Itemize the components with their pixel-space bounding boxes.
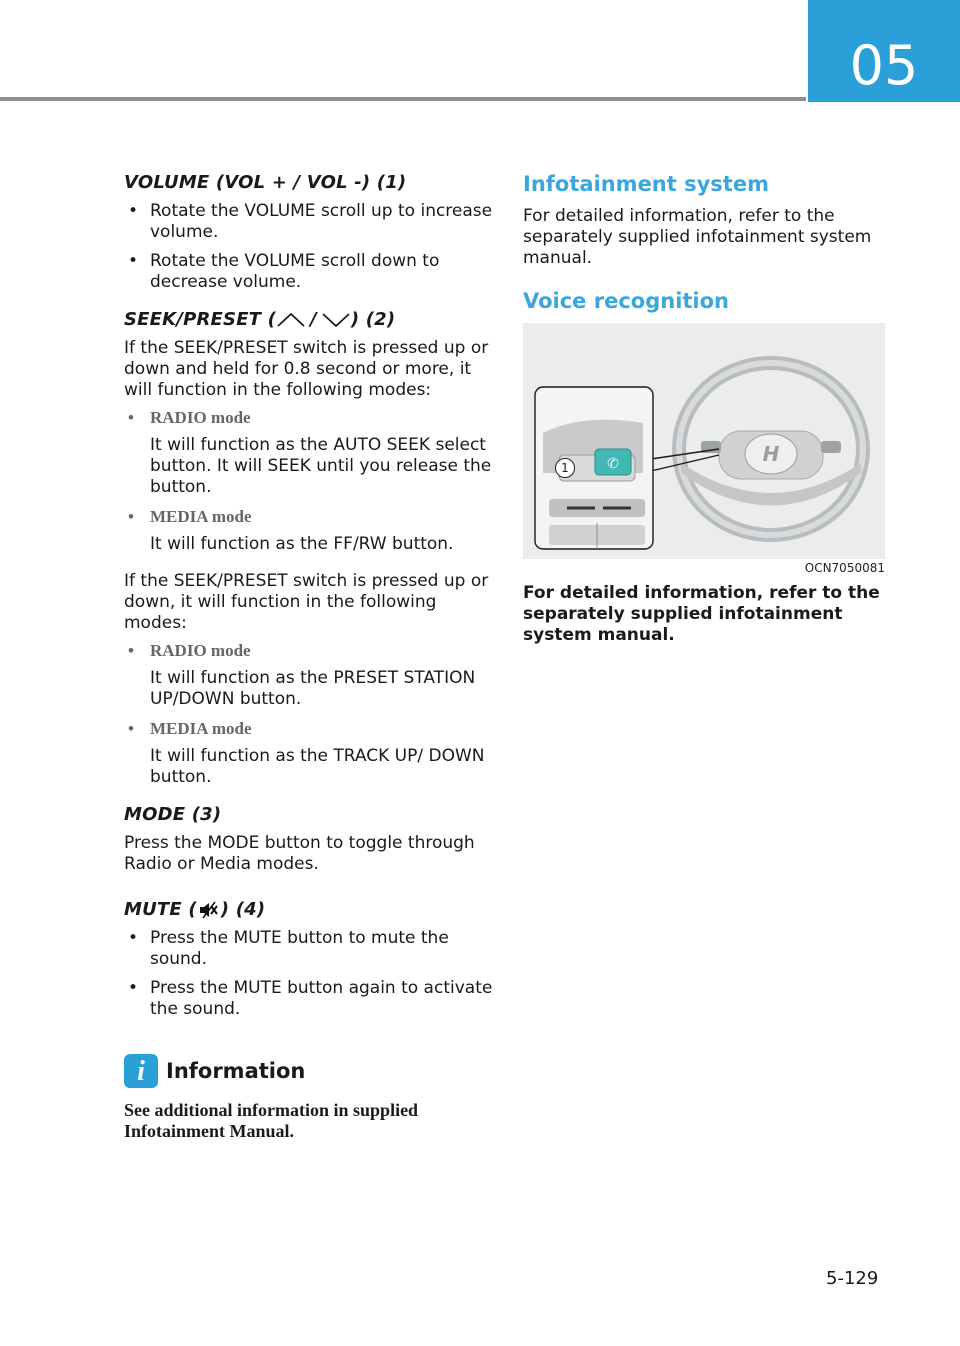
list-item: • MEDIA mode It will function as the TRACK UP/ DOWN button. [128,719,485,787]
seek-heading: SEEK/PRESET ( / ) (2) [124,309,396,330]
seek-modes-2 [124,640,496,788]
right-column [523,172,895,646]
information-title: Information [166,1059,306,1083]
list-item: • Press the MUTE button to mute the sound. [128,928,449,969]
svg-text:✆: ✆ [607,456,619,472]
infotainment-paragraph: For detailed information, refer to the separately supplied infotainment system manual. [523,206,872,268]
mute-heading: MUTE ( ) (4) [124,899,266,920]
mute-list [124,928,496,1020]
figure-callout: 1 [555,458,575,478]
chevron-up-icon [276,312,306,328]
list-item: • Rotate the VOLUME scroll down to decrease volume. [128,251,440,292]
information-text: See additional information in supplied Infotainment Manual. [124,1100,419,1141]
list-item: • RADIO mode It will function as the PRESET STATION UP/DOWN button. [128,641,476,709]
header-rule [0,97,806,101]
steering-wheel-illustration [523,323,885,559]
chapter-tab: 05 [808,0,960,102]
mute-icon [197,900,221,920]
mode-heading: MODE (3) [124,804,222,825]
left-column [124,172,496,1142]
infotainment-heading: Infotainment system [523,172,769,196]
figure-code: OCN7050081 [804,561,885,575]
list-item: • MEDIA mode It will function as the FF/RW button. [128,507,454,554]
voice-heading: Voice recognition [523,289,730,313]
information-header [124,1054,496,1088]
information-icon: i [124,1054,158,1088]
chevron-down-icon [321,312,351,328]
list-item: • Rotate the VOLUME scroll up to increase volume. [128,201,493,242]
list-item: • RADIO mode It will function as the AUTO SEEK select button. It will SEEK until you release the button. [128,408,492,497]
mode-paragraph: Press the MODE button to toggle through Radio or Media modes. [124,833,475,874]
page-number: 5-129 [826,1268,879,1289]
volume-list [124,201,496,293]
seek-paragraph-2: If the SEEK/PRESET switch is pressed up or down, it will function in the following modes: [124,571,489,633]
seek-modes-1 [124,407,496,555]
svg-text:H: H [762,442,780,466]
steering-wheel-figure [523,323,885,559]
seek-paragraph-1: If the SEEK/PRESET switch is pressed up or down and held for 0.8 second or more, it will function in the following modes: [124,338,489,400]
volume-heading: VOLUME (VOL + / VOL -) (1) [124,172,407,193]
list-item: • Press the MUTE button again to activate the sound. [128,978,493,1019]
voice-paragraph: For detailed information, refer to the separately supplied infotainment system manual. [523,583,880,645]
